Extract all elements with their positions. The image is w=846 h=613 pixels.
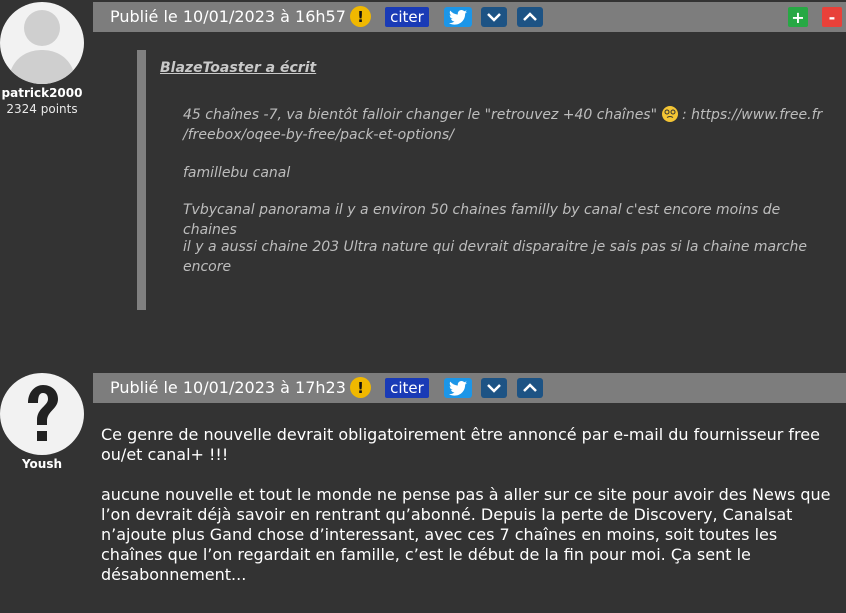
chevron-down-icon <box>487 383 501 393</box>
post-date: Publié le 10/01/2023 à 16h57 <box>110 7 346 26</box>
post-paragraph-1: Ce genre de nouvelle devrait obligatoirement être annoncé par e-mail du fournisseur free ou/et canal+ !!! <box>101 425 820 464</box>
quote-line-1-text: 45 chaînes -7, va bientôt falloir changer le "retrouvez +40 chaînes" <box>183 107 658 123</box>
user-silhouette-icon <box>0 2 84 84</box>
twitter-share-button[interactable] <box>444 7 472 27</box>
quote-link[interactable]: : https://www.free.fr <box>681 107 823 123</box>
upvote-button[interactable]: + <box>788 7 808 27</box>
twitter-bird-icon <box>449 10 467 25</box>
unknown-user-question-icon <box>0 373 84 455</box>
twitter-share-button[interactable] <box>444 378 472 398</box>
report-button[interactable] <box>350 377 371 398</box>
quote-line-3: Tvbycanal panorama il y a environ 50 chaines familly by canal c'est encore moins de chaines <box>183 202 781 238</box>
scroll-up-button[interactable] <box>517 7 543 27</box>
post-header-bar <box>93 373 846 403</box>
post-author[interactable]: patrick2000 <box>1 86 83 100</box>
chevron-down-icon <box>487 12 501 22</box>
post-paragraph-2: aucune nouvelle et tout le monde ne pense pas à aller sur ce site pour avoir des News que l’on devrait déjà savoir en rentrant qu’abonné. Depuis la perte de Discovery, Canalsat n’ajoute plus Gand chose d’interessant, avec ces 7 chaînes en moins, soit toutes les chaînes que l’on regardait en famille, c’est le début de la fin pour moi. Ça sent le désabonnement... <box>101 485 831 584</box>
exclamation-icon: ! <box>357 7 364 26</box>
quote-button[interactable]: citer <box>385 7 429 27</box>
quote-line-2: famillebu canal <box>183 165 291 181</box>
avatar-yoush[interactable] <box>0 373 84 455</box>
downvote-button[interactable]: - <box>822 7 842 27</box>
chevron-up-icon <box>523 383 537 393</box>
scroll-down-button[interactable] <box>481 378 507 398</box>
post-date: Publié le 10/01/2023 à 17h23 <box>110 378 346 397</box>
report-button[interactable] <box>350 6 371 27</box>
chevron-up-icon <box>523 12 537 22</box>
post-2 <box>0 371 846 613</box>
scroll-up-button[interactable] <box>517 378 543 398</box>
quote-line-4: il y a aussi chaine 203 Ultra nature qui devrait disparaitre je sais pas si la chaine marche encore <box>183 239 808 275</box>
avatar-patrick2000[interactable] <box>0 2 84 84</box>
quote-link-cont[interactable]: /freebox/oqee-by-free/pack-et-options/ <box>183 127 454 143</box>
author-points: 2324 points <box>6 102 78 116</box>
scroll-down-button[interactable] <box>481 7 507 27</box>
dizzy-face-emoji-icon <box>662 106 678 122</box>
post-author[interactable]: Yoush <box>21 457 63 471</box>
quote-author: BlazeToaster a écrit <box>160 60 317 76</box>
quote-line-1 <box>183 105 833 145</box>
quote-block <box>137 50 846 310</box>
post-header-bar <box>93 2 846 32</box>
exclamation-icon: ! <box>357 378 364 397</box>
quote-button[interactable]: citer <box>385 378 429 398</box>
twitter-bird-icon <box>449 381 467 396</box>
